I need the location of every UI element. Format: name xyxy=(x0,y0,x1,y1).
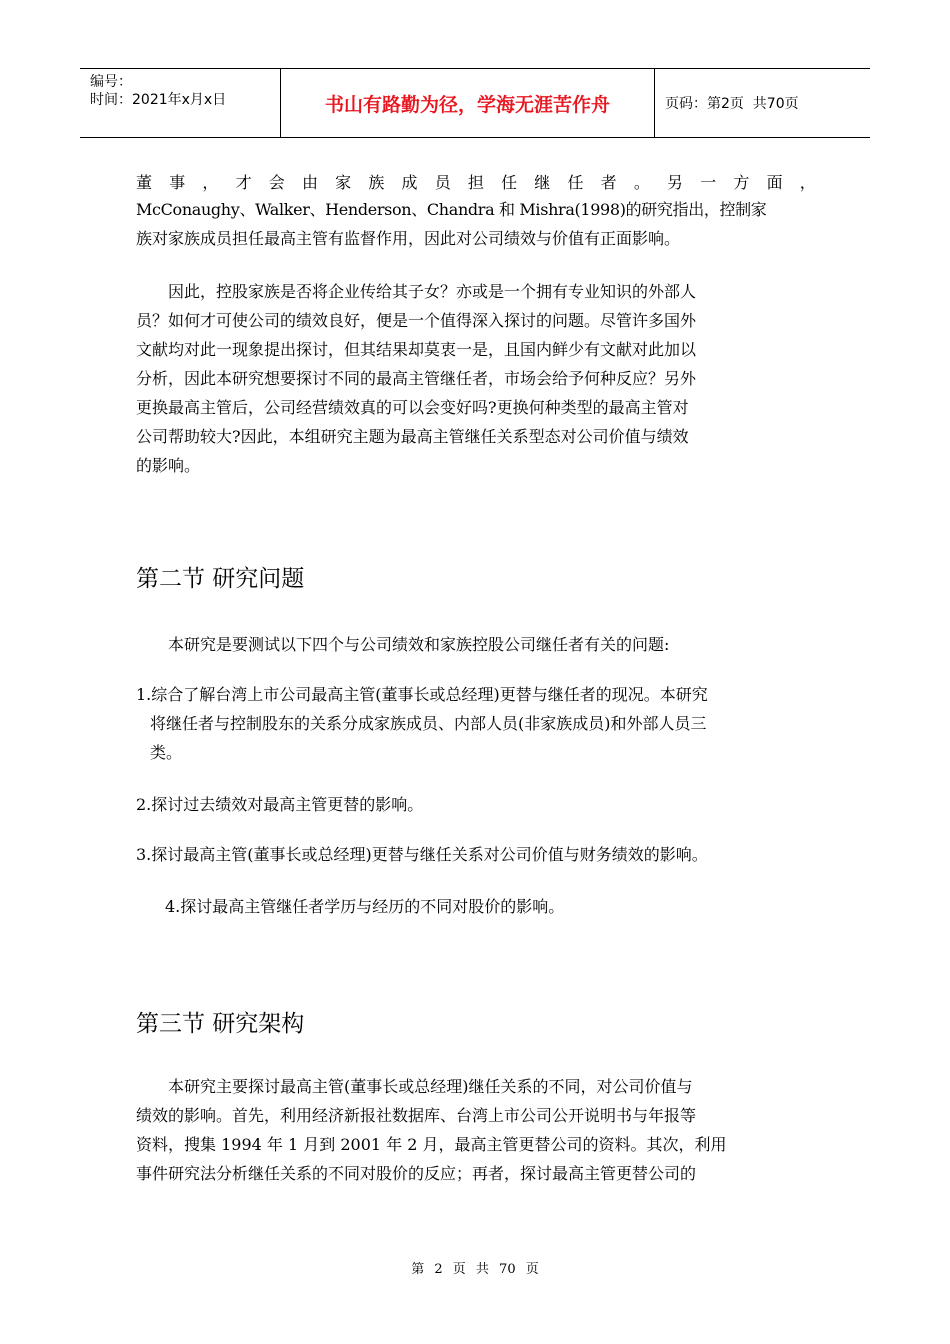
intro-line-1-char: 担 xyxy=(467,173,484,192)
section-2-title: 第二节 研究问题 xyxy=(136,566,305,592)
section-3-line: 本研究主要探讨最高主管(董事长或总经理)继任关系的不同，对公司价值与 xyxy=(136,1077,693,1096)
question-1-line: 1.综合了解台湾上市公司最高主管(董事长或总经理)更替与继任者的现况。本研究 xyxy=(136,685,708,704)
section-3-paragraph xyxy=(136,1072,816,1188)
question-4: 4.探讨最高主管继任者学历与经历的不同对股价的影响。 xyxy=(165,897,565,916)
doc-number-label: 编号： xyxy=(90,74,132,90)
intro-line-1-char: 另 xyxy=(667,173,684,192)
intro-line-1-char: 由 xyxy=(301,173,318,192)
para2-line: 因此，控股家族是否将企业传给其子女？亦或是一个拥有专业知识的外部人 xyxy=(136,282,697,301)
intro-line-1-char: 族 xyxy=(368,173,385,192)
para2-line: 更换最高主管后，公司经营绩效真的可以会变好吗?更换何种类型的最高主管对 xyxy=(136,398,689,417)
page-footer: 第 2 页 共 70 页 xyxy=(411,1262,539,1277)
para2-line: 员？如何才可使公司的绩效良好，便是一个值得深入探讨的问题。尽管许多国外 xyxy=(136,311,697,330)
header-meta xyxy=(80,69,281,137)
intro-line-1-char: 事 xyxy=(169,173,186,192)
section-2-intro: 本研究是要测试以下四个与公司绩效和家族控股公司继任者有关的问题: xyxy=(136,635,670,654)
header-page-info xyxy=(665,69,799,137)
intro-line-1-char: 任 xyxy=(567,173,584,192)
page-header xyxy=(80,68,870,138)
intro-paragraph xyxy=(136,195,816,253)
intro-line-1-char: 继 xyxy=(534,173,551,192)
intro-line-1-char: 者 xyxy=(600,173,617,192)
doc-time-label: 时间：2021年x月x日 xyxy=(90,92,227,108)
intro-line-1-char: 家 xyxy=(335,173,352,192)
para2-line: 分析，因此本研究想要探讨不同的最高主管继任者，市场会给予何种反应？另外 xyxy=(136,369,697,388)
question-2: 2.探讨过去绩效对最高主管更替的影响。 xyxy=(136,795,424,814)
section-3-line: 事件研究法分析继任关系的不同对股价的反应；再者，探讨最高主管更替公司的 xyxy=(136,1164,697,1183)
para2-line: 公司帮助较大?因此，本组研究主题为最高主管继任关系型态对公司价值与绩效 xyxy=(136,427,689,446)
intro-line-3: 族对家族成员担任最高主管有监督作用，因此对公司绩效与价值有正面影响。 xyxy=(136,229,681,248)
paragraph-2 xyxy=(136,277,816,480)
intro-line-1-char: 面 xyxy=(766,173,783,192)
intro-line-1-char: 会 xyxy=(268,173,285,192)
section-3-line: 资料，搜集 1994 年 1 月到 2001 年 2 月，最高主管更替公司的资料。其次，利用 xyxy=(136,1135,727,1154)
intro-line-1-char: 方 xyxy=(733,173,750,192)
intro-line-1-char: 一 xyxy=(700,173,717,192)
intro-line-1-char: 成 xyxy=(401,173,418,192)
section-3-title: 第三节 研究架构 xyxy=(136,1011,305,1037)
para2-line: 的影响。 xyxy=(136,456,201,475)
question-1-line: 类。 xyxy=(150,743,183,762)
intro-line-1-char: 。 xyxy=(633,173,650,192)
para2-line: 文献均对此一现象提出探讨，但其结果却莫衷一是，且国内鲜少有文献对此加以 xyxy=(136,340,697,359)
question-3: 3.探讨最高主管(董事长或总经理)更替与继任关系对公司价值与财务绩效的影响。 xyxy=(136,845,708,864)
question-1-line: 将继任者与控制股东的关系分成家族成员、内部人员(非家族成员)和外部人员三 xyxy=(150,714,707,733)
intro-line-2: McConaughy、Walker、Henderson、Chandra 和 Mishra(1998)的研究指出，控制家 xyxy=(136,200,767,219)
section-3-line: 绩效的影响。首先，利用经济新报社数据库、台湾上市公司公开说明书与年报等 xyxy=(136,1106,697,1125)
intro-line-1-char: 才 xyxy=(235,173,252,192)
intro-line-1-char: ， xyxy=(202,173,219,192)
intro-line-1-char: 员 xyxy=(434,173,451,192)
intro-line-1-char: ， xyxy=(799,173,816,192)
intro-line-1 xyxy=(136,170,816,193)
intro-line-1-char: 董 xyxy=(136,173,153,192)
intro-line-1-char: 任 xyxy=(501,173,518,192)
header-page-label: 页码：第2页 共70页 xyxy=(665,96,799,112)
header-motto: 书山有路勤为径，学海无涯苦作舟 xyxy=(281,69,655,137)
question-1 xyxy=(136,680,836,767)
